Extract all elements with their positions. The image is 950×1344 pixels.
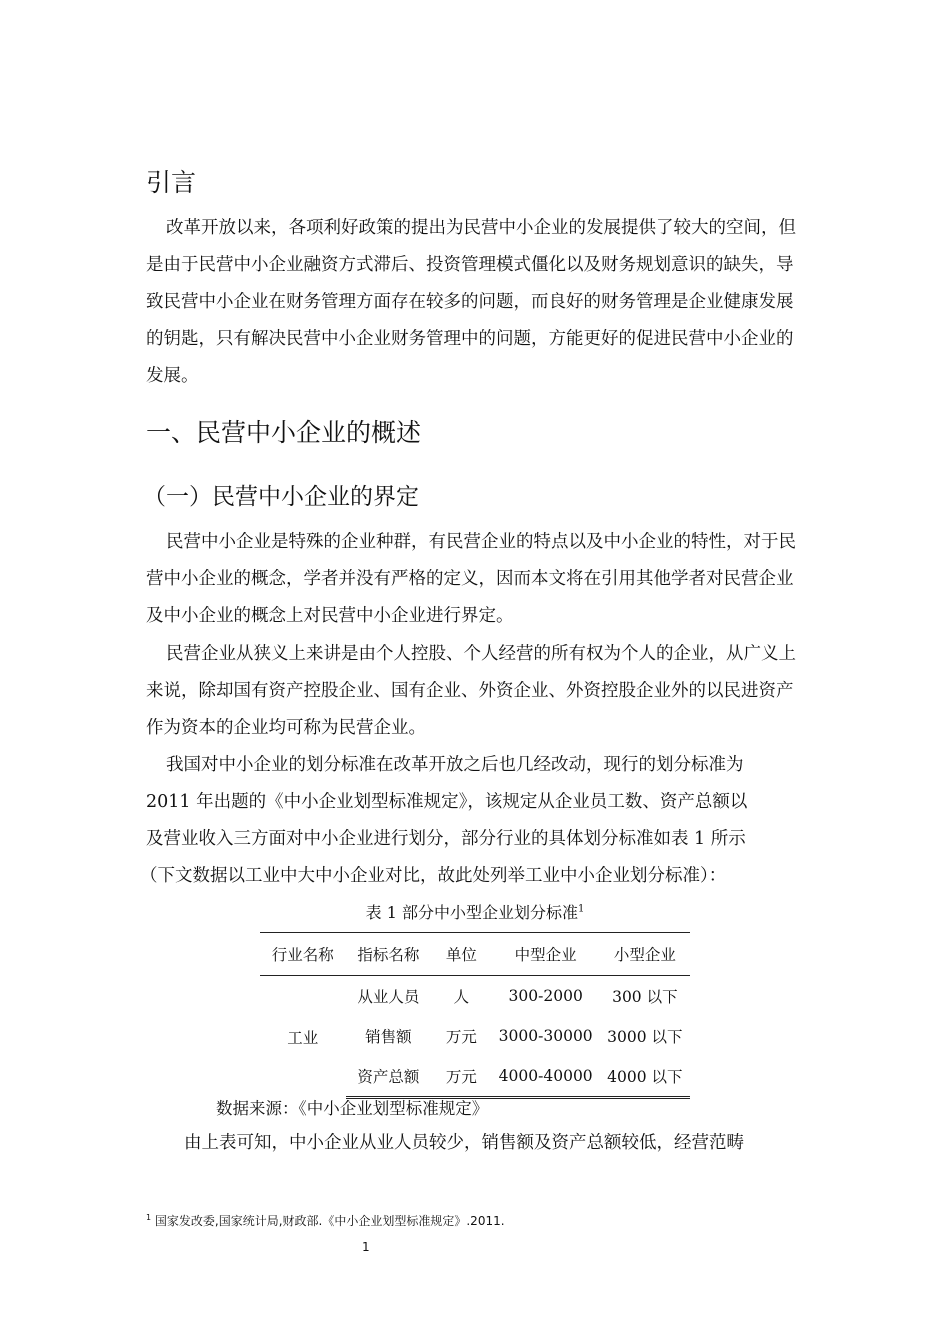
small-cell: 3000 以下: [607, 1028, 683, 1046]
table-source: 数据来源：《中小企业划型标准规定》: [216, 1099, 489, 1118]
table-row: [260, 976, 690, 1017]
classification-table: [260, 932, 690, 1099]
small-cell: 300 以下: [612, 988, 678, 1006]
footnote-text: 国家发改委,国家统计局,财政部.《中小企业划型标准规定》.2011.: [154, 1214, 505, 1228]
header-industry: 行业名称: [260, 933, 346, 976]
header-unit: 单位: [431, 933, 491, 976]
table-caption: [0, 900, 950, 923]
header-indicator: 指标名称: [346, 933, 432, 976]
indicator-cell: 资产总额: [346, 1056, 432, 1098]
medium-cell: 4000-40000: [492, 1056, 600, 1098]
subsection-heading: （一）民营中小企业的界定: [143, 484, 419, 510]
table-caption-text: 表 1 部分中小型企业划分标准: [365, 903, 578, 922]
footnote: [146, 1212, 505, 1229]
unit-cell: 万元: [445, 1028, 477, 1046]
table-caption-footnote-mark: 1: [577, 903, 585, 915]
industry-cell: 工业: [287, 1028, 319, 1047]
after-table-line: 由上表可知，中小企业从业人员较少，销售额及资产总额较低，经营范畴: [184, 1133, 744, 1153]
indicator-cell: 从业人员: [357, 988, 420, 1006]
standard-paragraph-line-2: 2011 年出题的《中小企业划型标准规定》，该规定从企业员工数、资产总额以: [146, 792, 748, 812]
header-medium: 中型企业: [492, 933, 600, 976]
page-number: 1: [362, 1240, 370, 1254]
table-header-row: [260, 933, 690, 976]
unit-cell: 万元: [431, 1056, 491, 1098]
indicator-cell: 销售额: [365, 1028, 412, 1046]
standard-paragraph-line-4: （下文数据以工业中大中小企业对比，故此处列举工业中小企业划分标准）：: [140, 866, 727, 886]
intro-heading: 引言: [146, 168, 197, 197]
section-heading: 一、民营中小企业的概述: [146, 418, 422, 447]
intro-paragraph: 改革开放以来，各项利好政策的提出为民营中小企业的发展提供了较大的空间，但是由于民营中小企业融资方式滞后、投资管理模式僵化以及财务规划意识的缺失，导致民营中小企业在财务管理方面存在较多的问题，而良好的财务管理是企业健康发展的钥匙，只有解决民营中小企业财务管理中的问题，方能更好的促进民营中小企业的发展。: [146, 218, 796, 386]
footnote-mark: 1: [146, 1213, 152, 1222]
small-cell: 4000 以下: [600, 1056, 690, 1098]
standard-paragraph-line-1: 我国对中小企业的划分标准在改革开放之后也几经改动，现行的划分标准为: [166, 755, 744, 775]
standard-paragraph-line-3: 及营业收入三方面对中小企业进行划分，部分行业的具体划分标准如表 1 所示: [146, 829, 746, 849]
medium-cell: 3000-30000: [498, 1027, 593, 1045]
definition-paragraph-1: 民营中小企业是特殊的企业种群，有民营企业的特点以及中小企业的特性，对于民营中小企业的概念，学者并没有严格的定义，因而本文将在引用其他学者对民营企业及中小企业的概念上对民营中小企业进行界定。: [146, 532, 796, 626]
header-small: 小型企业: [600, 933, 690, 976]
medium-cell: 300-2000: [508, 987, 583, 1005]
unit-cell: 人: [453, 988, 470, 1006]
definition-paragraph-2: 民营企业从狭义上来讲是由个人控股、个人经营的所有权为个人的企业，从广义上来说，除却国有资产控股企业、国有企业、外资企业、外资控股企业外的以民进资产作为资本的企业均可称为民营企业。: [146, 644, 796, 738]
